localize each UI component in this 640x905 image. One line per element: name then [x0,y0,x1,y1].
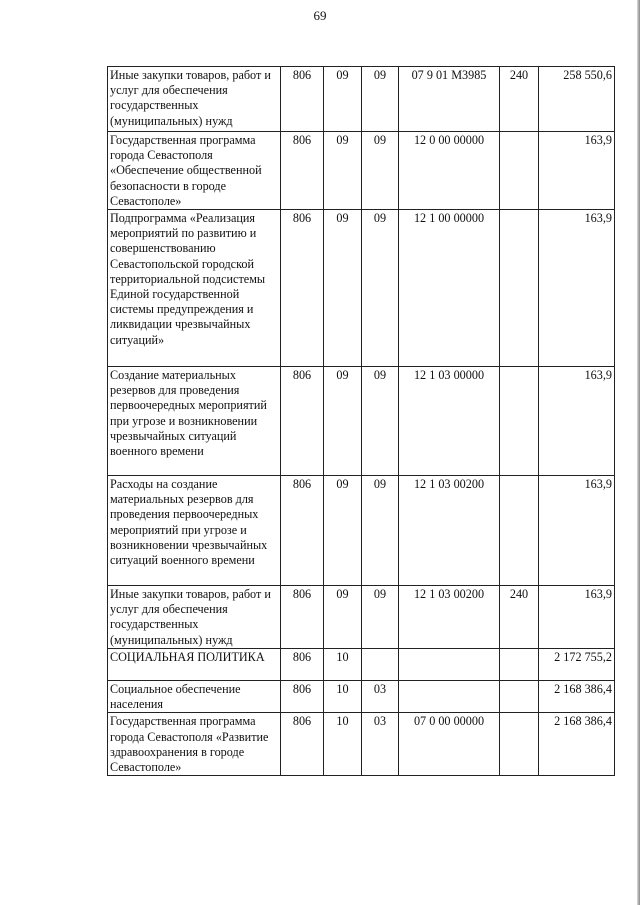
row-target-code: 12 1 03 00200 [399,476,500,586]
table-row [108,367,615,476]
row-target-code: 12 1 03 00000 [399,367,500,476]
row-expense-type-code [500,210,539,367]
row-expense-type-code [500,713,539,776]
table-row [108,586,615,649]
row-target-code: 12 0 00 00000 [399,132,500,210]
row-name: Государственная программа города Севастополя «Обеспечение общественной безопасности в городе Севастополе» [108,132,281,210]
row-name: Иные закупки товаров, работ и услуг для обеспечения государственных (муниципальных) нужд [108,586,281,649]
row-amount: 163,9 [539,586,615,649]
page-number: 69 [313,8,327,23]
row-expense-type-code [500,649,539,681]
row-section-code: 09 [324,210,362,367]
row-name: Подпрограмма «Реализация мероприятий по развитию и совершенствованию Севастопольской городской территориальной подсистемы Единой государственной системы предупреждения и ликвидации чрезвычайных ситуаций» [108,210,281,367]
row-section-code: 09 [324,132,362,210]
row-target-code [399,649,500,681]
row-subsection-code: 09 [362,132,399,210]
row-subsection-code [362,649,399,681]
row-expense-type-code [500,132,539,210]
row-subsection-code: 09 [362,367,399,476]
table-row [108,649,615,681]
row-department-code: 806 [281,67,324,132]
row-section-code: 09 [324,367,362,476]
row-subsection-code: 09 [362,586,399,649]
row-amount: 163,9 [539,210,615,367]
row-department-code: 806 [281,681,324,713]
row-target-code: 07 9 01 М3985 [399,67,500,132]
row-name: СОЦИАЛЬНАЯ ПОЛИТИКА [108,649,281,681]
table-row [108,132,615,210]
row-section-code: 09 [324,476,362,586]
row-section-code: 09 [324,586,362,649]
row-section-code: 10 [324,713,362,776]
row-subsection-code: 09 [362,210,399,367]
row-target-code: 12 1 03 00200 [399,586,500,649]
table-row [108,713,615,776]
row-name: Иные закупки товаров, работ и услуг для обеспечения государственных (муниципальных) нужд [108,67,281,132]
row-amount: 2 172 755,2 [539,649,615,681]
row-target-code [399,681,500,713]
row-name: Государственная программа города Севастополя «Развитие здравоохранения в городе Севастополе» [108,713,281,776]
row-name: Социальное обеспечение населения [108,681,281,713]
row-expense-type-code [500,681,539,713]
row-name: Расходы на создание материальных резервов для проведения первоочередных мероприятий при угрозе и возникновении чрезвычайных ситуаций военного времени [108,476,281,586]
row-expense-type-code [500,367,539,476]
budget-table [107,66,615,776]
row-expense-type-code: 240 [500,586,539,649]
row-section-code: 10 [324,681,362,713]
row-department-code: 806 [281,367,324,476]
row-name: Создание материальных резервов для проведения первоочередных мероприятий при угрозе и возникновении чрезвычайных ситуаций военного времени [108,367,281,476]
table-row [108,210,615,367]
row-amount: 163,9 [539,132,615,210]
row-amount: 2 168 386,4 [539,713,615,776]
row-expense-type-code: 240 [500,67,539,132]
table-row [108,681,615,713]
table-row [108,67,615,132]
row-amount: 163,9 [539,476,615,586]
row-subsection-code: 09 [362,476,399,586]
row-amount: 258 550,6 [539,67,615,132]
row-amount: 2 168 386,4 [539,681,615,713]
row-target-code: 12 1 00 00000 [399,210,500,367]
row-department-code: 806 [281,649,324,681]
row-section-code: 09 [324,67,362,132]
row-department-code: 806 [281,586,324,649]
row-department-code: 806 [281,210,324,367]
row-subsection-code: 09 [362,67,399,132]
row-expense-type-code [500,476,539,586]
row-department-code: 806 [281,132,324,210]
table-row [108,476,615,586]
row-subsection-code: 03 [362,681,399,713]
row-amount: 163,9 [539,367,615,476]
row-subsection-code: 03 [362,713,399,776]
row-department-code: 806 [281,713,324,776]
row-department-code: 806 [281,476,324,586]
row-section-code: 10 [324,649,362,681]
row-target-code: 07 0 00 00000 [399,713,500,776]
